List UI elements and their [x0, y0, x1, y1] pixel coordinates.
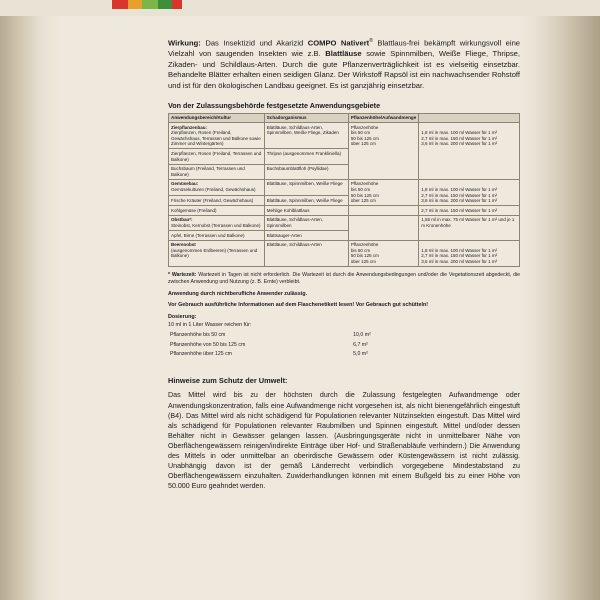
culture-text: Steinobst, Kernobst (Terrassen und Balkone) — [171, 222, 261, 228]
cell-pest: Blattläuse, Schildlaus-Arten, Spinnmilben — [264, 215, 348, 230]
rate-2: 2,7 ml in max. 150 ml Wasser für 1 m² — [421, 192, 498, 198]
height-label: Pflanzenhöhe — [350, 124, 379, 130]
cell-pest: Blattsauger-Arten — [264, 231, 348, 241]
intro-lead: Wirkung: — [168, 38, 201, 48]
cell-culture: Apfel, Birne (Terrassen und Balkone) — [169, 231, 265, 241]
cell-culture: Buchsbaum (Freiland, Terrassen und Balkone) — [169, 164, 265, 179]
rate-3: 3,6 ml in max. 200 ml Wasser für 1 m² — [421, 258, 498, 264]
intro-paragraph — [168, 36, 520, 92]
cell-height — [348, 206, 418, 216]
rate-1: 1,8 ml in max. 100 ml Wasser für 1 m² — [421, 130, 498, 136]
left-box-edge — [0, 0, 36, 600]
dosage-label: Pflanzenhöhe über 125 cm — [170, 351, 233, 357]
culture-group: Obstbau*: — [171, 217, 193, 223]
waiting-period-text: Wartezeit in Tagen ist nicht erforderlich. Die Wartezeit ist durch die Anwendungsbedingungen und/oder die Vegetationszeit abgedeckt, die zwischen Anwendung und Nutzung (z. B. Ernte) verbleibt. — [168, 271, 521, 286]
rate-1: 1,8 ml in max. 100 ml Wasser für 1 m² — [421, 247, 498, 253]
environment-body: Das Mittel wird bis zu der höchsten durch die Zulassung festgelegten Aufwandmenge oder Anwendungskonzentration, falls eine Aufwandmenge nicht vorgesehen ist, als nicht bienengefährlich eingestuft (B4). Das Mittel wird als nicht schädigend für Populationen relevanter Nützinsekten eingestuft. Das Mittel wird als schädigend für Populationen relevanter Raubmilben und Spinnen eingestuft. Mittel und/oder dessen Behälter nicht in Gewässer gelangen lassen. (Ausbringungsgeräte nicht in unmittelbarer Nähe von Oberflächengewässern reinigen/indirekte Einträge über Hof- und Straßenabläufe verhindern.) Die Anwendung des Mittels in oder unmittelbar an oberirdische Gewässern oder Küstengewässern ist nicht zulässig. Unabhängig davon ist der gemäß Länderrecht verbindlich vorgegebene Mindestabstand zu Oberflächengewässern einzuhalten. Zuwiderhandlungen können mit einem Bußgeld bis zu einer Höhe von 50.000 Euro geahndet werden. — [168, 391, 520, 491]
read-label-note: Vor Gebrauch ausführliche Informationen auf dem Flaschenetikett lesen! Vor Gebrauch gut schütteln! — [168, 301, 429, 308]
color-swatch-lightgreen — [142, 0, 158, 9]
cell-pest: Blattläuse, Spinnmilben, Weiße Fliege — [264, 179, 348, 195]
application-table-title: Von der Zulassungsbehörde festgesetzte Anwendungsgebiete — [168, 100, 381, 110]
table-row — [169, 179, 520, 195]
height-2: 50 bis 125 cm — [350, 135, 379, 141]
height-1: bis 50 cm — [350, 130, 371, 136]
color-swatch-red — [112, 0, 128, 9]
height-1: bis 50 cm — [350, 186, 371, 192]
non-professional-note: Anwendung durch nichtberufliche Anwender zulässig. — [168, 291, 308, 298]
dosage-row — [170, 332, 416, 339]
cell-culture: Kohlgemüse (Freiland) — [169, 206, 265, 216]
cell-rate: 2,7 ml in max. 150 ml Wasser für 1 m² — [419, 206, 520, 216]
dosage-row — [170, 351, 416, 358]
cell-height — [348, 215, 418, 240]
culture-group: Zierpflanzenbau: — [171, 124, 208, 130]
color-swatch-green — [158, 0, 172, 9]
brand-name: COMPO Nativert — [307, 38, 370, 48]
right-box-edge — [538, 0, 600, 600]
table-row — [169, 215, 520, 230]
height-label: Pflanzenhöhe — [350, 181, 379, 187]
cell-culture — [169, 240, 265, 266]
table-row — [169, 206, 520, 216]
header-height: Pflanzenhöhe/Aufwandmenge — [348, 113, 418, 123]
cell-pest: Mehlige Kohlblattlaus — [264, 206, 348, 216]
dosage-value: 6,7 m² — [353, 341, 368, 348]
height-3: über 125 cm — [350, 258, 376, 264]
cell-rate — [419, 123, 520, 180]
cell-culture — [169, 215, 265, 230]
cell-rate — [419, 179, 520, 205]
rate-2: 2,7 ml in max. 150 ml Wasser für 1 m² — [421, 135, 498, 141]
waiting-period-label: * Wartezeit: — [168, 271, 197, 278]
intro-text-1: Das Insektizid und Akarizid — [200, 38, 308, 48]
cell-culture — [169, 123, 265, 149]
cell-pest: Blattläuse, Schildlaus-Arten — [264, 240, 348, 266]
registered-mark: ® — [369, 38, 373, 44]
intro-text-2: Blattlaus-frei bekämpft wirkungsvoll eine Vielzahl von saugenden Insekten wie z.B. — [168, 38, 521, 59]
culture-text: (ausgenommen Erdbeeren) (Terrassen und Balkone) — [171, 247, 258, 259]
rate-1: 1,8 ml in max. 100 ml Wasser für 1 m² — [421, 186, 498, 192]
cell-culture — [169, 179, 265, 195]
cell-height — [348, 179, 418, 205]
cell-pest: Buchsbaumblattfloh (Psyllidae) — [264, 164, 348, 179]
cell-rate — [419, 240, 520, 266]
table-row — [169, 123, 520, 149]
intro-bold-2: Blattläuse — [325, 49, 362, 59]
culture-group: Gemüsebau: — [171, 181, 199, 187]
cell-height — [348, 240, 418, 266]
rate-3: 3,6 ml in max. 200 ml Wasser für 1 m² — [421, 141, 498, 147]
dosage-table — [168, 330, 418, 360]
dosage-label: Pflanzenhöhe von 50 bis 125 cm — [170, 341, 246, 348]
cell-height — [348, 123, 418, 180]
top-color-strip — [0, 0, 600, 16]
dosage-label: Pflanzenhöhe bis 50 cm — [170, 332, 226, 339]
cell-rate: 1,55 ml in max. 75 ml Wasser für 1 m² und je 1 m Kronenhöhe — [419, 215, 520, 240]
cell-culture: Frische Kräuter (Freiland, Gewächshaus) — [169, 196, 265, 206]
dosage-intro: 10 ml in 1 Liter Wasser reichen für: — [168, 322, 252, 329]
table-row — [169, 240, 520, 266]
rate-2: 2,7 ml in max. 150 ml Wasser für 1 m² — [421, 253, 498, 259]
intro-text-3: sowie Spinnmilben, Weiße Fliege, Thripse, Zikaden- und Schildlaus-Arten. Durch die gute Pflanzenverträglichkeit ist es vielseitig einsetzbar. Behandelte Blätter erhalten einen seidigen Glanz. Der Wirkstoff Rapsöl ist ein nachwachsender Rohstoff und ist für den ökologischen Landbau geeignet. Es ist ganzjährig einsetzbar. — [168, 49, 520, 90]
rate-3: 3,6 ml in max. 200 ml Wasser für 1 m² — [421, 198, 498, 204]
color-swatch-orange — [128, 0, 142, 9]
label-content — [168, 36, 520, 491]
culture-text: Gemüsekulturen (Freiland, Gewächshaus) — [171, 186, 256, 192]
environment-title: Hinweise zum Schutz der Umwelt: — [168, 376, 288, 386]
height-label: Pflanzenhöhe — [350, 242, 379, 248]
height-2: 50 bis 125 cm — [350, 253, 379, 259]
height-3: über 125 cm — [350, 141, 376, 147]
height-3: über 125 cm — [350, 198, 376, 204]
height-2: 50 bis 125 cm — [350, 192, 379, 198]
table-header-row — [169, 113, 520, 123]
dosage-value: 10,0 m² — [353, 332, 371, 339]
application-table — [168, 113, 520, 267]
culture-text: Zierpflanzen, Rosen (Freiland, Gewächshaus, Terrassen und Balkone sowie Zimmer und Wintergärten) — [171, 130, 261, 147]
cell-culture: Zierpflanzen, Rosen (Freiland, Terrassen und Balkone) — [169, 149, 265, 164]
culture-group: Beerenobst — [171, 242, 196, 248]
dosage-title: Dosierung: — [168, 314, 197, 321]
waiting-period-note — [168, 272, 520, 286]
cell-pest: Thripse (ausgenommen Frankliniella) — [264, 149, 348, 164]
color-swatch-red-2 — [172, 0, 182, 9]
dosage-row — [170, 342, 416, 349]
height-1: bis 50 cm — [350, 247, 371, 253]
cell-pest: Blattläuse, Spinnmilben, Weiße Fliege — [264, 196, 348, 206]
dosage-value: 5,0 m² — [353, 351, 368, 357]
cell-pest: Blattläuse, Schildlaus-Arten, Spinnmilben, Weiße Fliege, Zikaden — [264, 123, 348, 149]
header-rate — [419, 113, 520, 123]
header-pest: Schadorganismus — [264, 113, 348, 123]
header-culture: Anwendungsbereich/Kultur — [169, 113, 265, 123]
